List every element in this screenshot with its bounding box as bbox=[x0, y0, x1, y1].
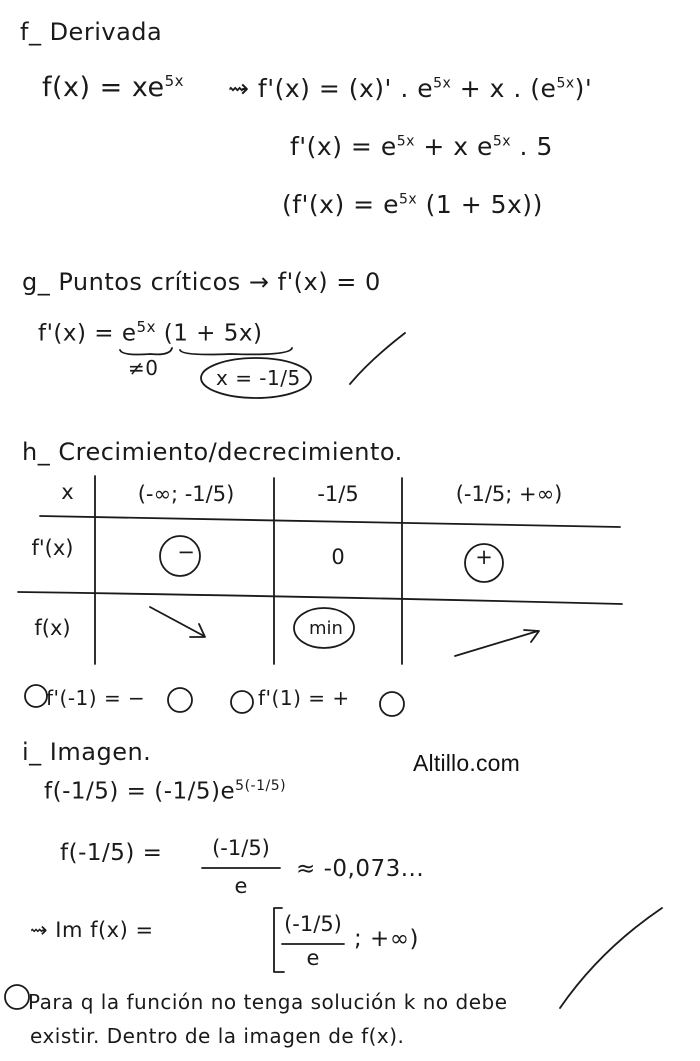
note2-star-circle bbox=[231, 691, 253, 713]
table-row2-decreasing-arrow bbox=[150, 607, 204, 636]
f-line1-right bbox=[228, 74, 592, 103]
f-line3-exp: 5x bbox=[398, 191, 418, 208]
note2-result-circle bbox=[380, 692, 404, 716]
g-nonzero-mark: ≠0 bbox=[128, 356, 159, 380]
g-solution: x = -1/5 bbox=[216, 366, 301, 390]
f-line3 bbox=[282, 190, 543, 219]
g-eq-end: (1 + 5x) bbox=[163, 320, 263, 347]
table-row2-decreasing-arrowhead bbox=[190, 624, 205, 637]
f-line1-exp: 5x bbox=[164, 72, 185, 90]
i-line1-text: f(-1/5) = (-1/5)e bbox=[44, 778, 236, 805]
table-hline-1 bbox=[40, 516, 620, 527]
table-row1-sign-negative: − bbox=[177, 540, 195, 564]
i-line3-right: ; +∞) bbox=[354, 926, 419, 952]
table-row2-increasing-arrow bbox=[455, 631, 538, 656]
table-row2-label: f(x) bbox=[34, 616, 71, 640]
g-eq-text: f'(x) = e bbox=[38, 320, 137, 347]
i-line2-denominator: e bbox=[234, 874, 248, 898]
i-line2-approx: ≈ -0,073... bbox=[296, 856, 425, 882]
f-line3-end: (1 + 5x)) bbox=[425, 190, 543, 219]
f-line2 bbox=[290, 132, 553, 161]
table-hline-2 bbox=[18, 592, 622, 604]
f-line1-left bbox=[42, 72, 184, 103]
footnote-line-2: existir. Dentro de la imagen de f(x). bbox=[30, 1024, 405, 1048]
section-f-title: f_ Derivada bbox=[20, 18, 163, 46]
table-header-x: x bbox=[61, 480, 74, 504]
g-equation bbox=[38, 318, 262, 347]
table-row1-label: f'(x) bbox=[31, 536, 74, 560]
f-line2-end: . 5 bbox=[519, 132, 553, 161]
g-underbrace-right bbox=[180, 348, 292, 355]
i-line1 bbox=[44, 778, 286, 805]
f-line2-mid: + x e bbox=[423, 132, 493, 161]
f-line1-tail-exp: 5x bbox=[556, 75, 575, 92]
g-check-mark bbox=[350, 333, 405, 384]
f-line1-right-text: ⇝ f'(x) = (x)' . e bbox=[228, 74, 434, 103]
f-line2-exp: 5x bbox=[396, 133, 415, 150]
f-line1-left-text: f(x) = xe bbox=[42, 72, 165, 103]
f-line3-text: (f'(x) = e bbox=[282, 190, 399, 219]
f-line1-right-exp: 5x bbox=[433, 75, 452, 92]
table-header-interval-left: (-∞; -1/5) bbox=[137, 482, 235, 506]
section-i-title: i_ Imagen. bbox=[22, 738, 152, 766]
table-header-critical: -1/5 bbox=[317, 482, 359, 506]
i-line3-denominator: e bbox=[306, 946, 320, 970]
h-note-2: f'(1) = + bbox=[258, 686, 350, 710]
f-line1-tail-end: )' bbox=[574, 74, 593, 103]
i-line3-numerator: (-1/5) bbox=[284, 912, 342, 936]
i-line1-exp: 5(-1/5) bbox=[235, 778, 287, 794]
g-eq-exp: 5x bbox=[136, 318, 156, 336]
table-row2-increasing-arrowhead bbox=[524, 630, 539, 642]
footnote-star-circle bbox=[5, 985, 29, 1009]
g-underbrace-left bbox=[120, 348, 172, 355]
table-header-interval-right: (-1/5; +∞) bbox=[455, 482, 563, 506]
f-line2-text: f'(x) = e bbox=[290, 132, 397, 161]
f-line1-tail: + x . (e bbox=[459, 74, 557, 103]
i-check-mark bbox=[560, 908, 662, 1008]
f-line2-mid-exp: 5x bbox=[492, 133, 512, 150]
watermark: Altillo.com bbox=[413, 750, 521, 776]
note1-star-circle bbox=[25, 685, 47, 707]
h-note-1: f'(-1) = − bbox=[46, 686, 146, 710]
footnote-line-1: Para q la función no tenga solución k no debe bbox=[28, 990, 508, 1014]
section-h-title: h_ Crecimiento/decrecimiento. bbox=[22, 438, 403, 466]
note1-result-circle bbox=[168, 688, 192, 712]
i-line2-numerator: (-1/5) bbox=[212, 836, 270, 860]
table-row1-zero: 0 bbox=[331, 545, 345, 569]
table-row1-sign-positive: + bbox=[475, 545, 493, 569]
i-line2-left: f(-1/5) = bbox=[60, 840, 163, 866]
table-row2-min: min bbox=[309, 618, 343, 639]
section-g-title: g_ Puntos críticos → f'(x) = 0 bbox=[22, 268, 381, 296]
i-line3-left: ⇝ Im f(x) = bbox=[30, 918, 154, 942]
